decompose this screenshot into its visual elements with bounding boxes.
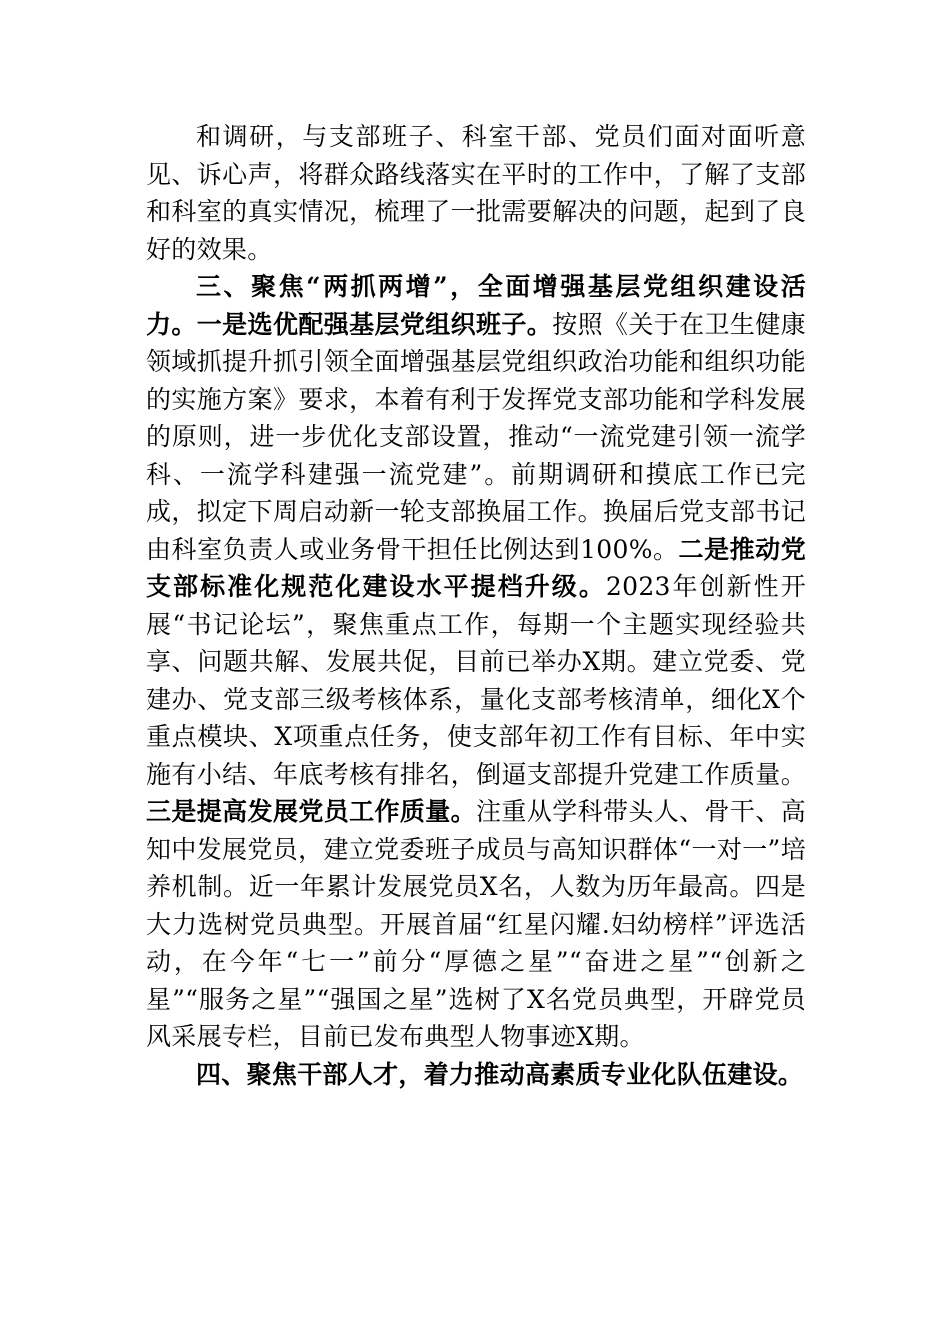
paragraph-section-three [146,268,806,1056]
paragraph-text: 和调研，与支部班子、科室干部、党员们面对面听意见、诉心声，将群众路线落实在平时的工作中，了解了支部和科室的真实情况，梳理了一批需要解决的问题，起到了良好的效果。 [146,122,806,264]
paragraph-section-four [146,1056,806,1094]
paragraph-text: 注重从学科带头人、骨干、高知中发展党员，建立党委班子成员与高知识群体“一对一”培养机制。近一年累计发展党员X名，人数为历年最高。四是大力选树党员典型。开展首届“红星闪耀.妇幼榜样”评选活动，在今年“七一”前分“厚德之星”“奋进之星”“创新之星”“服务之星”“强国之星”选树了X名党员典型，开辟党员风采展专栏，目前已发布典型人物事迹X期。 [146,797,806,1051]
subheading-three: 三是提高发展党员工作质量。 [146,797,477,826]
paragraph-text: 2023年创新性开展“书记论坛”，聚焦重点工作，每期一个主题实现经验共享、问题共解、发展共促，目前已举办X期。建立党委、党建办、党支部三级考核体系，量化支部考核清单，细化X个重点模块、X项重点任务，使支部年初工作有目标、年中实施有小结、年底考核有排名，倒逼支部提升党建工作质量。 [146,572,806,789]
paragraph-research-results [146,118,806,268]
subheading-one: 一是选优配强基层党组织班子。 [196,309,553,339]
section-heading-three: 三、聚焦“两抓两增”，全面增强基层党组织建设活力。 [146,272,806,339]
document-body [146,118,806,1093]
paragraph-text: 按照《关于在卫生健康领域抓提升抓引领全面增强基层党组织政治功能和组织功能的实施方案》要求，本着有利于发挥党支部功能和学科发展的原则，进一步优化支部设置，推动“一流党建引领一流学科、一流学科建强一流党建”。前期调研和摸底工作已完成，拟定下周启动新一轮支部换届工作。换届后党支部书记由科室负责人或业务骨干担任比例达到100%。 [146,309,806,564]
subheading-two: 二是推动党支部标准化规范化建设水平提档升级。 [146,534,806,601]
section-heading-four: 四、聚焦干部人才，着力推动高素质专业化队伍建设。 [196,1059,804,1089]
